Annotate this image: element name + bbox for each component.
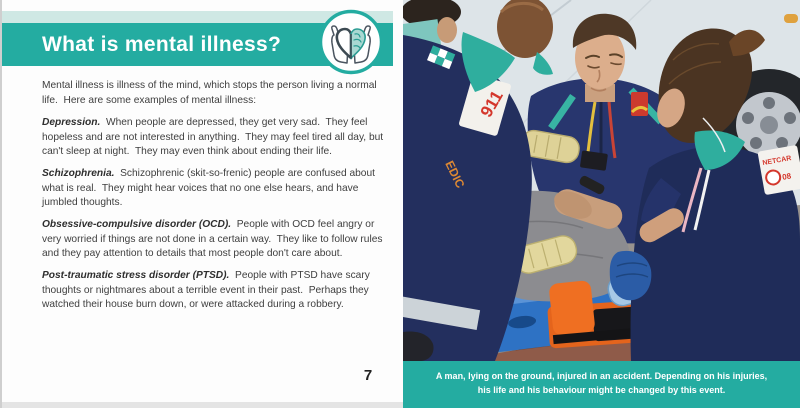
term-ptsd: Post-traumatic stress disorder (PTSD). xyxy=(42,270,230,281)
photo-netcare-patch xyxy=(757,145,800,195)
term-schizophrenia: Schizophrenia. xyxy=(42,168,115,179)
intro-paragraph: Mental illness is illness of the mind, which stops the person living a normal life. Here are some examples of mental illness: xyxy=(42,80,380,106)
svg-text:NETCAR: NETCAR xyxy=(762,155,792,168)
hands-holding-heart-brain-icon xyxy=(317,8,385,76)
paragraph-depression: Depression. When people are depressed, they get very sad. They feel hopeless and are not interested in anything. They may feel tired all day, but can't sleep at night. They may even think about ending their life. xyxy=(42,117,386,158)
photo-side-marker xyxy=(784,14,798,23)
paragraph-ptsd: Post-traumatic stress disorder (PTSD). People with PTSD have scary thoughts or nightmares about a terrible event in their past. Perhaps they watched their house burn down, or were attacked during a robbery. xyxy=(42,270,373,311)
page-edge xyxy=(0,402,403,408)
photo-caption-line2: his life and his behaviour might be changed by this event. xyxy=(477,384,726,395)
paramedics-photo xyxy=(403,0,800,361)
paragraph-ocd: Obsessive-compulsive disorder (OCD). People with OCD feel angry or very worried if things are not done in a certain way. They like to follow rules and they pay attention to details that most people don't care about. xyxy=(42,219,386,260)
svg-text:911: 911 xyxy=(476,87,507,121)
term-ocd: Obsessive-compulsive disorder (OCD). xyxy=(42,219,232,230)
right-page xyxy=(403,0,800,408)
page-title: What is mental illness? xyxy=(42,33,282,56)
photo-caption-line1: A man, lying on the ground, injured in an accident. Depending on his injuries, xyxy=(435,371,768,381)
page-edge xyxy=(0,0,2,408)
svg-text:08: 08 xyxy=(781,171,792,182)
photo-medic-patch: EDIC xyxy=(442,158,468,191)
paragraph-schizophrenia: Schizophrenia. Schizophrenic (skit-so-frenic) people are confused about what is real. They might hear voices that no one else hears, and have jumbled thoughts. xyxy=(42,168,378,209)
term-depression: Depression. xyxy=(42,117,101,128)
photo-caption-bar xyxy=(403,361,800,408)
page-number: 7 xyxy=(363,367,373,384)
